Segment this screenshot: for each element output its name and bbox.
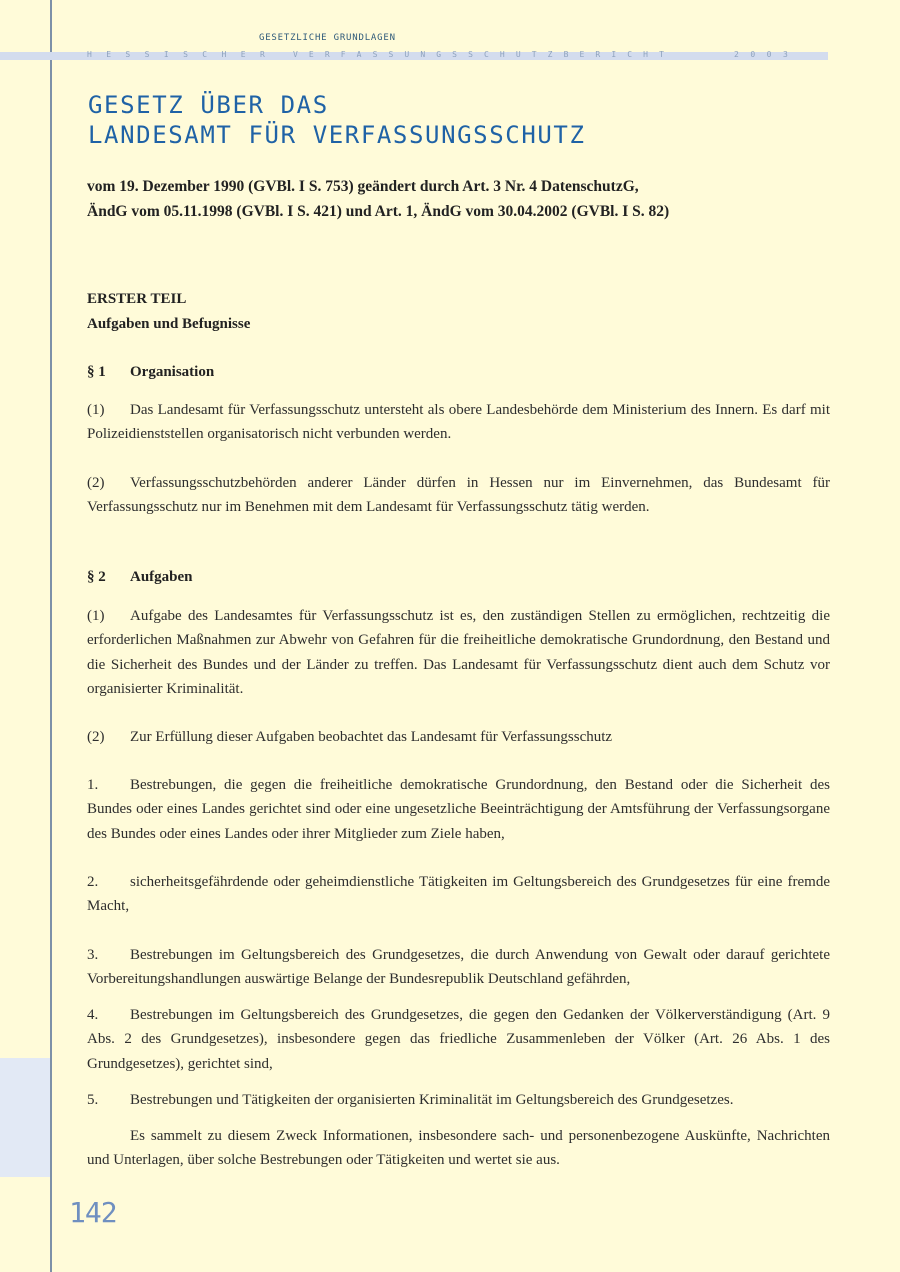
- list-item-label: 1.: [87, 777, 99, 793]
- paragraph-label: (1): [87, 608, 105, 624]
- paragraph: [87, 725, 830, 749]
- running-header-year: 2003: [734, 50, 800, 59]
- paragraph-label: (2): [87, 475, 105, 491]
- section-label: GESETZLICHE GRUNDLAGEN: [259, 33, 396, 43]
- paragraph-text: Zur Erfüllung dieser Aufgaben beobachtet das Landesamt für Verfassungsschutz: [130, 729, 613, 745]
- list-item-text: Bestrebungen, die gegen die freiheitliche demokratische Grundordnung, den Bestand oder die Sicherheit des Bundes oder eines Landes gerichtet sind oder eine ungesetzliche Beeinträchtigung der Amtsführung der Verfassungsorgane des Bundes oder eines Landes oder ihrer Mitglieder zum Ziele haben,: [87, 777, 830, 842]
- section-number: § 2: [87, 569, 106, 585]
- paragraph-label: (2): [87, 729, 105, 745]
- paragraph-text: Aufgabe des Landesamtes für Verfassungsschutz ist es, den zuständigen Stellen zu ermöglichen, rechtzeitig die erforderlichen Maßnahmen zur Abwehr von Gefahren für die freiheitliche demokratische Grundordnung, den Bestand und die Sicherheit des Bundes und der Länder zu treffen. Das Landesamt für Verfassungsschutz dient auch dem Schutz vor organisierter Kriminalität.: [87, 608, 830, 697]
- running-header-word2: VERFASSUNGSSCHUTZBERICHT: [293, 50, 675, 59]
- list-item: [87, 943, 830, 992]
- part-label: ERSTER TEIL: [87, 291, 187, 307]
- list-item-text: sicherheitsgefährdende oder geheimdienstliche Tätigkeiten im Geltungsbereich des Grundgesetzes für eine fremde Macht,: [87, 874, 830, 915]
- law-citation: [87, 175, 847, 224]
- list-item: [87, 1003, 830, 1076]
- margin-rule: [50, 0, 52, 1272]
- section-title: Aufgaben: [130, 569, 193, 585]
- paragraph: [87, 471, 830, 520]
- page-number: 142: [69, 1196, 117, 1229]
- list-item-label: 5.: [87, 1092, 99, 1108]
- list-item-label: 4.: [87, 1007, 99, 1023]
- margin-color-block: [0, 1058, 50, 1177]
- law-title-line2: LANDESAMT FÜR VERFASSUNGSSCHUTZ: [88, 121, 586, 149]
- running-header-word1: HESSISCHER: [87, 50, 280, 59]
- list-item: [87, 1088, 830, 1112]
- list-item-text: Bestrebungen im Geltungsbereich des Grundgesetzes, die durch Anwendung von Gewalt oder darauf gerichtete Vorbereitungshandlungen auswärtige Belange der Bundesrepublik Deutschland gefährden,: [87, 947, 830, 988]
- paragraph-label: (1): [87, 402, 105, 418]
- list-item-label: 2.: [87, 874, 99, 890]
- section-number: § 1: [87, 364, 106, 380]
- paragraph-text: Verfassungsschutzbehörden anderer Länder dürfen in Hessen nur im Einvernehmen, das Bundesamt für Verfassungsschutz nur im Benehmen mit dem Landesamt für Verfassungsschutz tätig werden.: [87, 475, 830, 516]
- law-citation-line2: ÄndG vom 05.11.1998 (GVBl. I S. 421) und Art. 1, ÄndG vom 30.04.2002 (GVBl. I S. 82): [87, 202, 670, 220]
- section-heading-2: [87, 569, 193, 586]
- list-item: [87, 773, 830, 846]
- section-title: Organisation: [130, 364, 215, 380]
- part-name: Aufgaben und Befugnisse: [87, 316, 251, 332]
- closing-paragraph: Es sammelt zu diesem Zweck Informationen, insbesondere sach- und personenbezogene Auskünfte, Nachrichten und Unterlagen, über solche Bestrebungen oder Tätigkeiten und wertet sie aus.: [87, 1128, 830, 1169]
- list-item-label: 3.: [87, 947, 99, 963]
- section-heading-1: [87, 364, 214, 381]
- paragraph: [87, 604, 830, 701]
- paragraph: [87, 398, 830, 447]
- paragraph-text: Das Landesamt für Verfassungsschutz untersteht als obere Landesbehörde dem Ministerium des Innern. Es darf mit Polizeidienststellen organisatorisch nicht verbunden werden.: [87, 402, 830, 443]
- law-citation-line1: vom 19. Dezember 1990 (GVBl. I S. 753) geändert durch Art. 3 Nr. 4 DatenschutzG,: [87, 178, 639, 195]
- law-title: [88, 90, 586, 150]
- list-item-text: Bestrebungen im Geltungsbereich des Grundgesetzes, die gegen den Gedanken der Völkerverständigung (Art. 9 Abs. 2 des Grundgesetzes), insbesondere gegen das friedliche Zusammenleben der Völker (Art. 26 Abs. 1 des Grundgesetzes), gerichtet sind,: [87, 1007, 830, 1072]
- law-title-line1: GESETZ ÜBER DAS: [88, 91, 329, 119]
- list-item-text: Bestrebungen und Tätigkeiten der organisierten Kriminalität im Geltungsbereich des Grundgesetzes.: [130, 1092, 734, 1108]
- list-item: [87, 870, 830, 919]
